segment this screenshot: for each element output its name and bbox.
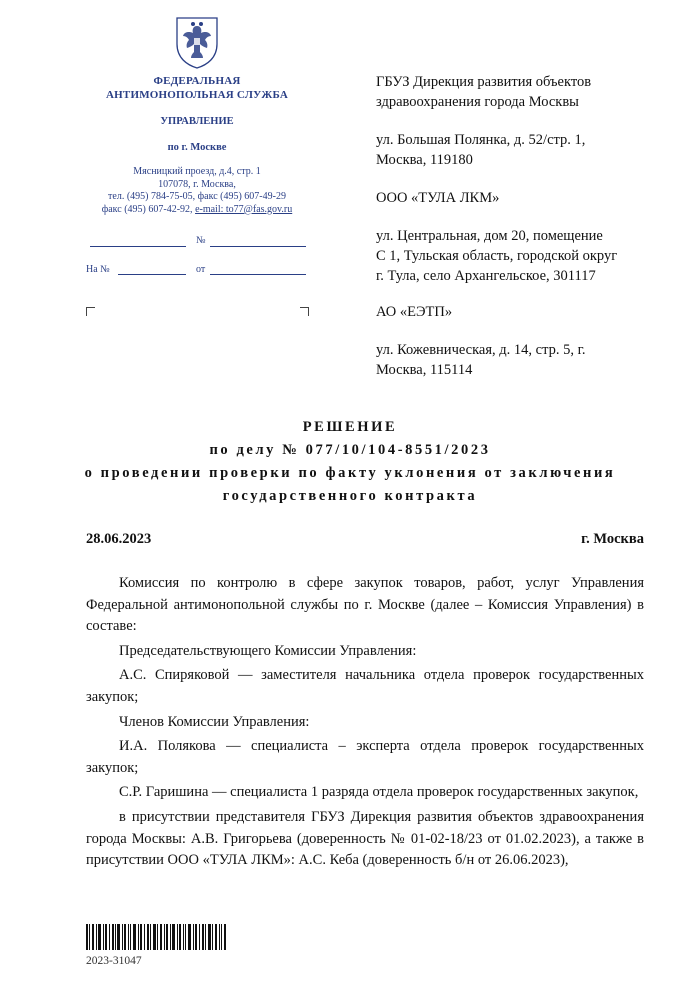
addressee-line: Москва, 119180 [376,152,473,168]
addressee-3-address [376,340,676,380]
agency-name-line2: АНТИМОНОПОЛЬНАЯ СЛУЖБА [106,89,288,101]
addressee-3-name [376,302,676,322]
addressee-2-address [376,226,676,286]
ref-date-line [210,274,306,275]
email-link[interactable]: e-mail: to77@fas.gov.ru [195,203,293,215]
ref-number-label: На № [86,264,110,275]
addressee-line: АО «ЕЭТП» [376,304,453,320]
document-title [0,416,700,508]
body-paragraph: Комиссия по контролю в сфере закупок товаров, работ, услуг Управления Федеральной антимонопольной службы по г. Москве (далее – Комиссия Управления) в составе: [86,575,644,635]
ref-number-line [118,274,186,275]
agency-address-line3: тел. (495) 784-75-05, факс (495) 607-49-29 [108,191,286,202]
title-case-number: по делу № 077/10/104-8551/2023 [209,442,491,458]
title-subject-line2: государственного контракта [222,488,478,504]
body-paragraph: И.А. Полякова — специалиста – эксперта отдела проверок государственных закупок; [86,738,644,776]
document-date: 28.06.2023 [86,531,152,547]
addressee-line: Москва, 115114 [376,362,473,378]
addressee-line: здравоохранения города Москвы [376,94,579,110]
document-city: г. Москва [581,531,644,547]
agency-name [60,74,334,102]
agency-address-line4 [60,204,334,217]
agency-address [60,166,334,216]
addressee-line: ул. Кожевническая, д. 14, стр. 5, г. [376,342,586,358]
corner-mark-left [86,307,95,316]
body-paragraph: Членов Комиссии Управления: [119,713,310,730]
body-paragraph: С.Р. Гаришина — специалиста 1 разряда отдела проверок государственных закупок, [119,784,639,801]
addressee-line: С 1, Тульская область, городской округ [376,248,618,264]
department-label: УПРАВЛЕНИЕ [160,116,234,127]
addressee-line: ООО «ТУЛА ЛКМ» [376,190,500,206]
title-decision: РЕШЕНИЕ [302,419,398,435]
agency-address-line2: 107078, г. Москва, [158,178,236,190]
agency-address-line1: Мясницкий проезд, д.4, стр. 1 [133,166,261,177]
title-subject-line1: о проведении проверки по факту уклонения от заключения [84,465,616,481]
corner-mark-right [300,307,309,316]
ref-from-label: от [196,264,206,275]
addressee-line: г. Тула, село Архангельское, 301117 [376,268,596,284]
document-body [86,573,644,872]
addressee-1-name [376,72,676,112]
body-paragraph: в присутствии представителя ГБУЗ Дирекция развития объектов здравоохранения города Москвы: А.В. Григорьева (доверенность № 01-02-18/23 от 01.02.2023), а также в присутствии ООО «ТУЛА ЛКМ»: А.С. Кеба (доверенность б/н от 26.06.2023), [86,808,644,869]
barcode-image [86,924,226,950]
department-city: по г. Москве [167,142,227,153]
body-paragraph: Председательствующего Комиссии Управления: [119,642,417,659]
addressee-line: ГБУЗ Дирекция развития объектов [376,74,592,90]
outgoing-date-line [90,246,186,247]
fax-text: факс (495) 607-42-92, [101,203,196,215]
outgoing-number-line [210,246,306,247]
number-sign-label: № [196,235,206,246]
body-paragraph: А.С. Спиряковой — заместителя начальника отдела проверок государственных закупок; [86,667,644,705]
addressee-line: ул. Большая Полянка, д. 52/стр. 1, [376,132,586,148]
coat-of-arms-emblem [173,14,221,70]
agency-name-line1: ФЕДЕРАЛЬНАЯ [153,75,241,87]
registration-number: 2023-31047 [86,955,142,967]
addressee-1-address [376,130,676,170]
addressee-2-name [376,188,676,208]
addressee-line: ул. Центральная, дом 20, помещение [376,228,603,244]
